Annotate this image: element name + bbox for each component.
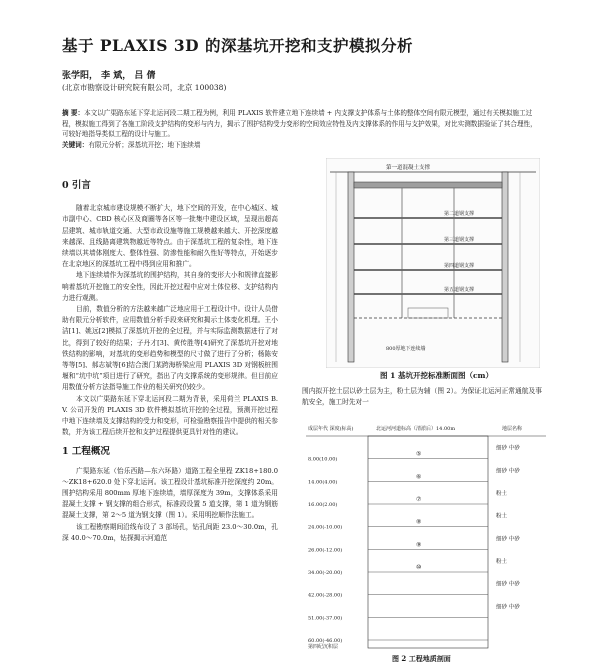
concrete-strut <box>354 182 502 188</box>
fig2-header-mid: 北运河河道标高（清淤后）14.00m <box>376 426 456 432</box>
figure-1-cross-section <box>326 158 540 368</box>
depth-label: 8.00(10.00) <box>308 456 338 463</box>
left-column <box>62 176 278 544</box>
intro-paragraph: 目前，数值分析的方法越来越广泛地应用于工程设计中。设计人员借助有限元分析软件，应用数值分析手段来研究和揭示土体变化机理。王小洁[1]、姚远[2]模拟了深基坑开挖的全过程，并与实际监测数据进行了对比，得到了较好的结果；子丹才[3]、黄传胜等[4]研究了深基坑开挖对地铁结构的影响，对基坑的变形趋势和模型的尺寸做了进行了分析；杨陈安等等[5]、郝志斌等[6]结合澳门某跨海桥梁应用 PLAXIS 3D 对钢板桩围堰和“坑中坑”项目进行了研究，指出了内支撑系统的变形规律。但目前应用数值分析方法指导施工作业的相关研究仍较少。 <box>62 305 278 392</box>
layer-name: 细砂 中砂 <box>496 468 520 475</box>
abstract-text: 本文以广渠路东延下穿北运河段二期工程为例，利用 PLAXIS 软件建立地下连续墙 + 内支撑支护体系与土体的整体空间有限元模型，通过有关模拟施工过程，模拟施工得到了各施工阶段支护结构的变形与内力，揭示了围护结构受力变形的空间效应特性及内支撑体系的作用与支护效果，对比实测数据验证了其合理性，可较好地指导类似工程的设计与施工。 <box>62 109 537 138</box>
layer-name: 粉土 <box>496 558 508 565</box>
keywords-text: 有限元分析；深基坑开挖；地下连续墙 <box>88 140 201 149</box>
wall-label: 800厚地下连续墙 <box>386 346 426 352</box>
depth-label: 34.00(-20.00) <box>308 570 343 576</box>
strut-label: 第三道钢支撑 <box>444 237 475 243</box>
figure-2-geology-profile <box>306 420 546 656</box>
layer-marker: ⑩ <box>416 564 422 571</box>
intro-paragraph: 随着北京城市建设规模不断扩大，地下空间的开发，在中心城区、城市副中心、CBD 核心区及商圈等各区等一批集中建设区域，呈现出超高层建筑、城市轨道交通、大型市政设施等施工规模越来越大、开挖深度越来越深、且线路离建筑物越近等特点。由于深基坑工程的复杂性，地下连续墙以其墙体刚度大、整体性强、防渗性能和耐久性好等特点，开始逐步在北京地区的深基坑工程中得到应用和推广。 <box>62 204 278 269</box>
fig2-header-left: 成层年代 深度(标高) <box>308 426 354 432</box>
right-paragraph: 围内拟开挖土层以砂土层为主，粉土层为辅（图 2）。为保证北运河正常通航及事航安全，施工时先对一 <box>302 387 542 407</box>
intro-paragraph: 本文以广渠路东延下穿北运河段二期为背景，采用荷兰 PLAXIS B.V. 公司开发的 PLAXIS 3D 软件模拟基坑开挖的全过程，预测开挖过程中地下连续墙及支撑结构的受力和变形，可检验勘察报告中提供的相关参数，并为该工程后续开挖和支护过程提供更具针对性的建议。 <box>62 394 278 437</box>
paper-title: 基于 PLAXIS 3D 的深基坑开挖和支护模拟分析 <box>62 36 413 55</box>
depth-label: 42.00(-28.00) <box>308 592 343 599</box>
paper-affiliation: (北京市勘察设计研究院有限公司，北京 100038) <box>62 83 227 92</box>
strut-label: 第五道钢支撑 <box>444 287 475 293</box>
abstract-label: 摘 要： <box>62 109 85 117</box>
figure-1-caption: 图 1 基坑开挖标准断面图（cm） <box>380 371 493 380</box>
depth-label: 51.00(-37.00) <box>308 615 343 622</box>
depth-label: 16.00(2.00) <box>308 502 338 508</box>
layer-name: 细砂 中砂 <box>496 581 520 588</box>
depth-label: 14.00(4.00) <box>308 479 338 486</box>
overview-heading: 1 工程概况 <box>62 446 110 458</box>
overview-paragraph: 广渠路东延（怡乐西路—东六环路）道路工程全里程 ZK18+180.0～ZK18+620.0 处下穿北运河。该工程设计基坑标准开挖深度约 20m。围护结构采用 800mm 厚地下连续墙，墙厚深度为 39m，支撑体系采用混凝土支撑 + 钢支撑的组合形式，标准段设置 5 道支撑，第 1 道为钢筋混凝土支撑，第 2～5 道为钢支撑（图 1）。采用明挖顺作法施工。 <box>62 466 278 520</box>
paper-authors: 张学阳， 李 斌， 吕 倩 <box>62 71 156 81</box>
depth-label: 24.00(-10.00) <box>308 524 343 531</box>
strut-label: 第二道钢支撑 <box>444 211 475 217</box>
fig2-bottom-label: 第四纪沉积层 <box>308 644 339 650</box>
right-column-text <box>302 386 542 408</box>
abstract-block <box>62 108 538 150</box>
depth-label: 60.00(-46.00) <box>308 638 343 644</box>
layer-marker: ⑦ <box>416 496 422 503</box>
left-diaphragm-wall <box>348 172 354 362</box>
keywords-label: 关键词： <box>62 140 89 149</box>
layer-marker: ⑨ <box>416 541 422 549</box>
overview-paragraph: 该工程勘察期间沿线布设了 3 部场孔，钻孔间距 23.0～30.0m，孔深 40.0～70.0m，钻探揭示河道范 <box>62 522 278 542</box>
strut-label: 第四道钢支撑 <box>444 263 475 269</box>
layer-name: 细砂 中砂 <box>496 536 520 543</box>
layer-marker: ⑧ <box>416 518 422 526</box>
layer-name: 粉土 <box>496 513 508 520</box>
fig2-header-right: 地层名称 <box>502 426 523 432</box>
right-diaphragm-wall <box>502 172 508 362</box>
layer-name: 细砂 中砂 <box>496 604 520 611</box>
layer-name: 细砂 中砂 <box>496 445 520 452</box>
intro-heading: 0 引言 <box>62 180 91 191</box>
intro-paragraph: 地下连续墙作为深基坑的围护结构，其自身的变形大小和规律直接影响着基坑开挖施工的安全性，因此开挖过程中应对土体位移、支护结构内力进行观测。 <box>62 271 278 302</box>
depth-label: 26.00(-12.00) <box>308 547 343 554</box>
layer-name: 粉土 <box>496 490 508 497</box>
figure-2-caption: 图 2 工程地质剖面 <box>392 654 451 662</box>
layer-marker: ⑤ <box>416 450 422 458</box>
figure-1-top-label: 第一道混凝土支撑 <box>386 165 431 171</box>
layer-marker: ⑥ <box>416 473 422 481</box>
